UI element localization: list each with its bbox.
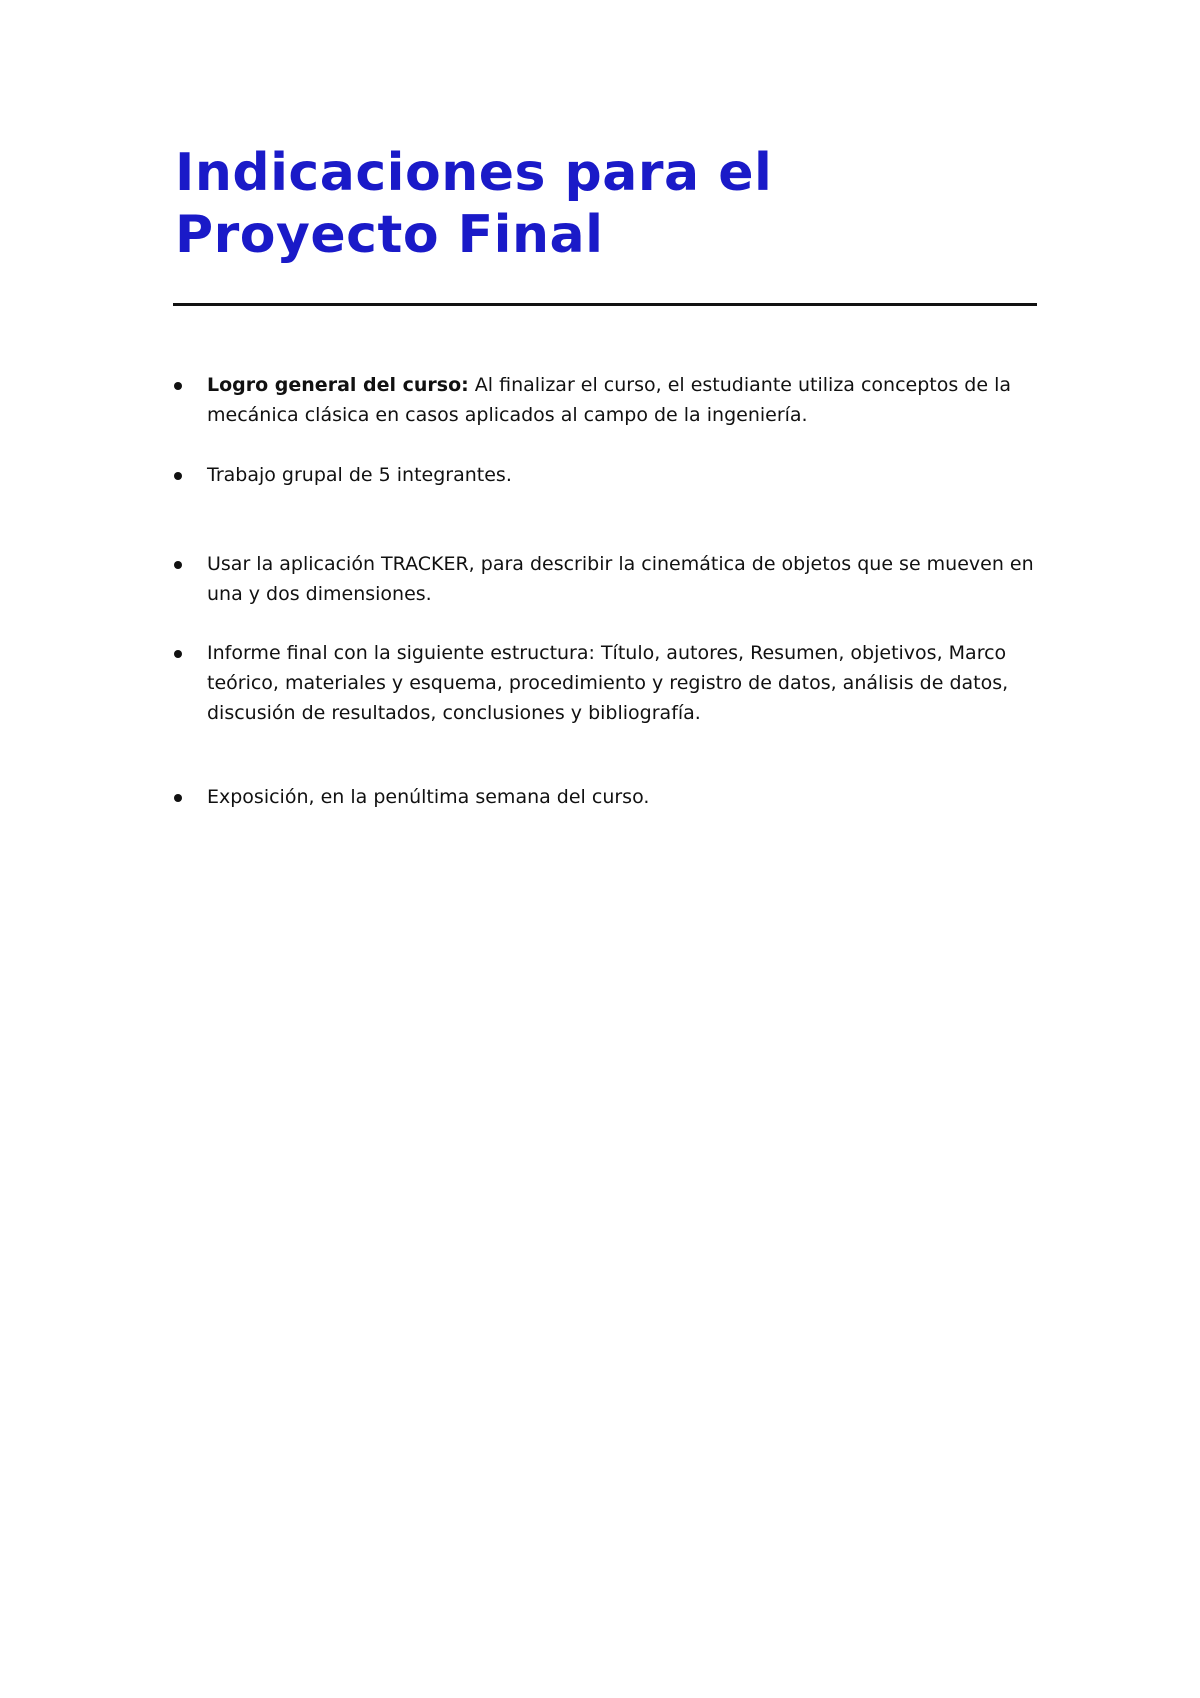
title-line-1: Indicaciones para el	[175, 143, 773, 203]
list-item	[207, 549, 1037, 609]
bullet-icon	[174, 382, 182, 390]
bullet-text: Exposición, en la penúltima semana del curso.	[207, 786, 650, 808]
bullet-text: Informe final con la siguiente estructura: Título, autores, Resumen, objetivos, Marco teórico, materiales y esquema, procedimiento y registro de datos, análisis de datos, discusión de resultados, conclusiones y bibliografía.	[207, 642, 1009, 724]
bullet-text: Al finalizar el curso, el estudiante utiliza conceptos de la mecánica clásica en casos aplicados al campo de la ingeniería.	[207, 374, 1012, 426]
list-item	[207, 370, 1037, 430]
list-item	[207, 782, 1037, 812]
bullet-icon	[174, 794, 182, 802]
bullet-text: Trabajo grupal de 5 integrantes.	[207, 464, 512, 486]
bullet-icon	[174, 561, 182, 569]
title-line-2: Proyecto Final	[175, 205, 604, 265]
list-item	[207, 638, 1037, 728]
bullet-icon	[174, 650, 182, 658]
list-item	[207, 460, 1037, 490]
title-divider	[173, 303, 1037, 306]
bullet-lead: Logro general del curso:	[207, 374, 469, 396]
page-title	[175, 142, 1035, 266]
bullet-icon	[174, 472, 182, 480]
bullet-text: Usar la aplicación TRACKER, para describir la cinemática de objetos que se mueven en una y dos dimensiones.	[207, 553, 1034, 605]
